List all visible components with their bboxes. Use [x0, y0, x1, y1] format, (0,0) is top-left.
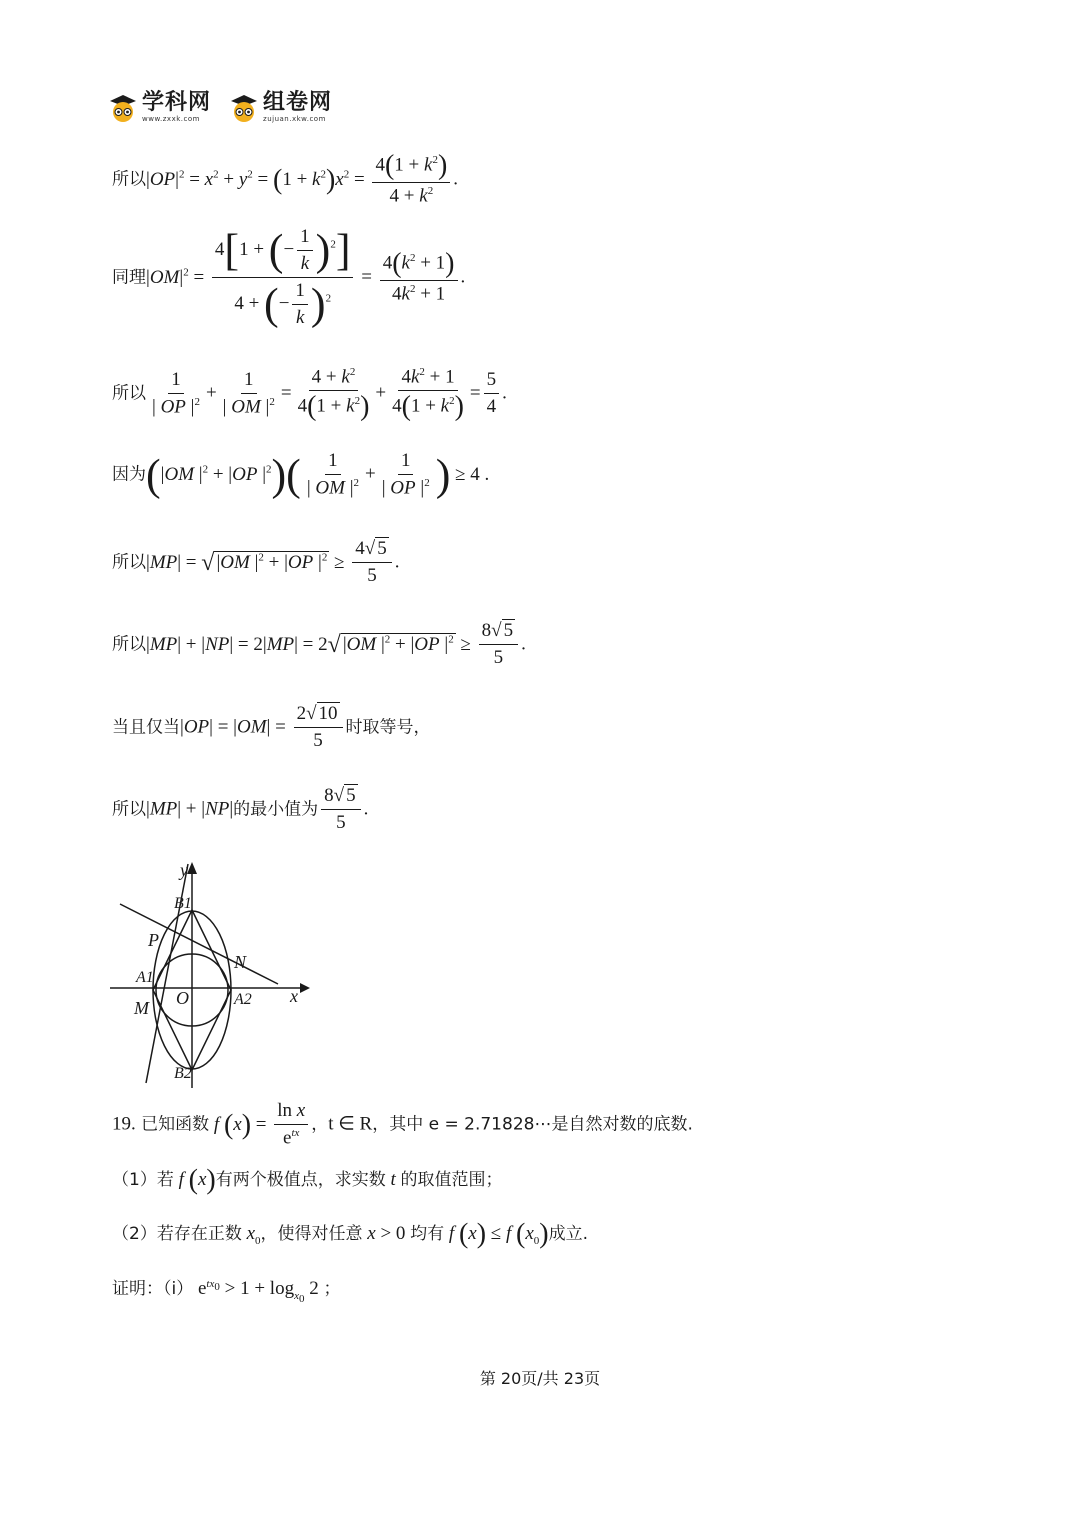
- line-prefix: 当且仅当: [112, 717, 180, 738]
- figure-label-y: y: [180, 860, 188, 880]
- part2-mid2: 均有: [410, 1224, 445, 1244]
- header-logos: [108, 92, 332, 123]
- logo-zujuan-url: zujuan.xkw.com: [263, 115, 326, 123]
- logo-xueke-url: www.zxxk.com: [142, 115, 200, 123]
- solution-line-equality: 当且仅当|OP| = |OM| = $\frac{2√ 10}{5}$ 时取等号，: [112, 703, 431, 751]
- fraction: 4[1 + (− $\frac{1}{k}$ )$^2$] 4 + (− $\frac{1}{k}$ )$^2$: [212, 226, 354, 329]
- ellipse-figure: [110, 858, 320, 1090]
- line-prefix: 所以: [112, 169, 146, 190]
- solution-line-min: 所以|MP| + |NP|的最小值为 $\frac{8√ 5}{5}$ .: [112, 785, 369, 833]
- figure-label-m: M: [134, 998, 149, 1018]
- line-prefix: 所以: [112, 552, 146, 573]
- solution-line-op: 所以$|OP|^2 = x^2 + y^2 = (1 + k^2)x^2$ = $\frac{4(1 + k^2)}{4 + k^2}$ .: [112, 150, 459, 207]
- logo-xueke-name: 学科网: [142, 90, 212, 115]
- figure-label-a2: A2: [234, 991, 252, 1008]
- figure-label-p: P: [148, 930, 159, 950]
- part1-text: 有两个极值点，求实数: [215, 1170, 386, 1190]
- solution-line-mp-np: 所以|MP| + |NP| = 2|MP| = 2√ |OM $|^2 + |OP$ $|^2$ ≥ $\frac{8√ 5}{5}$ .: [112, 620, 526, 668]
- figure-label-a1: A1: [136, 969, 154, 986]
- line-prefix: 因为: [112, 464, 146, 485]
- fraction: $\frac{4(1 + k^2)}{4 + k^2}$: [372, 152, 450, 207]
- figure-label-b1: B1: [174, 895, 192, 912]
- figure-label-x: x: [290, 986, 298, 1006]
- line-suffix: 时取等号，: [345, 717, 431, 738]
- page-footer: 第 20页/共 23页: [479, 1369, 601, 1388]
- problem-tail: ，其中 e = 2.71828⋯是自然对数的底数.: [372, 1114, 693, 1135]
- line-prefix: 所以: [112, 383, 146, 404]
- problem-19-proof: 证明：（ⅰ） $e^{tx_0} > 1 + \log_{x_0} 2$ ；: [112, 1277, 341, 1305]
- line-mid: 的最小值为: [233, 799, 319, 820]
- solution-line-mp: 所以|MP| = √ |OM $|^2 + |OP$ $|^2$ ≥ $\frac{4√ 5}{5}$ .: [112, 538, 400, 586]
- fraction: $\frac{4(k^2 + 1)}{4k^2 + 1}$: [380, 250, 458, 305]
- problem-19-part1: （1）若 f (x)有两个极值点，求实数 t 的取值范围；: [112, 1164, 503, 1196]
- solution-line-om: 同理$|OM|^2$ = 4[1 + (− $\frac{1}{k}$ )$^2$] 4 + (− $\frac{1}{k}$ )$^2$ = $\frac{4(k^2 + 1)}{4k^2 + 1}$ .: [112, 225, 466, 329]
- logo-zujuan-name: 组卷网: [263, 90, 333, 115]
- part2-label: （2）若存在正数: [112, 1224, 242, 1244]
- solution-line-inequality: 因为(|OM $|^2 + |OP$ $|^2$)( $\frac{1}{| OM |^2}$ + $\frac{1}{| OP |^2}$ ) ≥ 4 .: [112, 450, 490, 500]
- problem-number: 19.: [112, 1113, 136, 1135]
- figure-label-n: N: [234, 952, 247, 972]
- proof-label: 证明：（ⅰ）: [112, 1279, 194, 1299]
- owl-logo-icon: [108, 93, 138, 123]
- solution-line-sum: 所以 $\frac{1}{| OP |^2}$ + $\frac{1}{| OM |^2}$ = $\frac{4 + k^2}{4(1 + k^2)}$ + $\frac{4k^2 + 1}{4(1 + k^2)}$ = $\frac{5}{4}$ .: [112, 366, 507, 423]
- figure-label-b2: B2: [174, 1065, 192, 1082]
- line-prefix: 所以: [112, 799, 146, 820]
- part1-label: （1）若: [112, 1170, 174, 1190]
- line-prefix: 同理: [112, 267, 146, 288]
- problem-19-part2: （2）若存在正数 $x_0$，使得对任意 x > 0 均有 f (x) ≤ f $(x_0)$成立.: [112, 1218, 589, 1250]
- line-prefix: 所以: [112, 634, 146, 655]
- part2-end: 成立.: [548, 1224, 589, 1244]
- figure-label-o: O: [176, 988, 189, 1008]
- problem-19-statement: 19. 已知函数 f (x) = $\frac{\text{ln x}}{e^{tx}}$ ，t ∈ R，其中 e = 2.71828⋯是自然对数的底数.: [112, 1100, 693, 1149]
- owl-logo-icon: [229, 93, 259, 123]
- part2-mid: ，使得对任意: [260, 1224, 363, 1244]
- problem-intro: 已知函数: [141, 1114, 210, 1135]
- part1-end: 的取值范围；: [400, 1170, 503, 1190]
- problem-condition: t ∈ R: [328, 1113, 373, 1135]
- logo-xueke: [108, 92, 211, 123]
- logo-zujuan: [229, 92, 332, 123]
